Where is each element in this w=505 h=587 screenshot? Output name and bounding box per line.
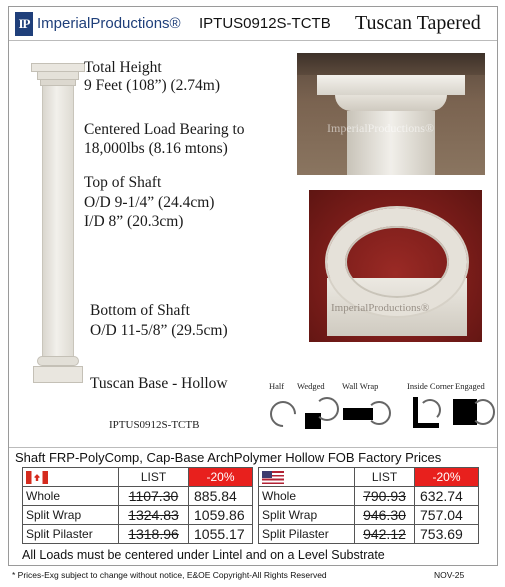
list-price: 942.12 [355, 525, 415, 544]
variant-engaged-label: Engaged [455, 381, 485, 391]
photo-base-ring [327, 208, 467, 316]
column-capital-echinus [37, 72, 79, 80]
inside-corner-column-icon [419, 399, 441, 421]
list-price: 1324.83 [119, 506, 189, 525]
canada-flag-cell [23, 468, 119, 487]
drawing-caption: IPTUS0912S-TCTB [109, 419, 200, 431]
engaged-column-icon [471, 399, 495, 425]
list-header: LIST [119, 468, 189, 487]
variant-wedged-label: Wedged [297, 381, 325, 391]
list-price: 1107.30 [119, 487, 189, 506]
table-row [23, 525, 253, 544]
pricing-title: Shaft FRP-PolyComp, Cap-Base ArchPolymer Hollow FOB Factory Prices [9, 447, 497, 467]
top-shaft-label: Top of Shaft [84, 174, 162, 191]
row-label: Whole [259, 487, 355, 506]
row-label: Split Wrap [23, 506, 119, 525]
price-disclaimer: * Prices-Exg subject to change without notice, E&OE Copyright-All Rights Reserved [12, 570, 327, 580]
table-row [23, 487, 253, 506]
photo-capital-echinus [335, 95, 447, 111]
capital-photo [297, 53, 485, 175]
inside-corner-floor-icon [413, 423, 439, 428]
sale-price: 753.69 [415, 525, 479, 544]
list-price: 946.30 [355, 506, 415, 525]
brand-logo: IP [15, 12, 33, 36]
discount-header: -20% [189, 468, 253, 487]
row-label: Split Pilaster [23, 525, 119, 544]
brand-name: ImperialProductions® [37, 15, 181, 32]
canada-price-table [22, 467, 253, 544]
base-type: Tuscan Base - Hollow [90, 375, 228, 392]
sale-price: 757.04 [415, 506, 479, 525]
row-label: Split Pilaster [259, 525, 355, 544]
photo-watermark: ImperialProductions® [327, 121, 435, 135]
usa-price-table [258, 467, 479, 544]
load-notice: All Loads must be centered under Lintel and on a Level Substrate [22, 548, 385, 562]
table-header-row [23, 468, 253, 487]
variant-inside-corner-label: Inside Corner [407, 381, 454, 391]
row-label: Split Wrap [259, 506, 355, 525]
load-value: 18,000lbs (8.16 mtons) [84, 140, 228, 157]
table-row [23, 506, 253, 525]
column-drawing [31, 63, 85, 393]
usa-flag-icon [262, 471, 284, 484]
photo-watermark: ImperialProductions® [331, 302, 430, 314]
row-label: Whole [23, 487, 119, 506]
variant-wall-wrap-label: Wall Wrap [342, 381, 379, 391]
list-price: 790.93 [355, 487, 415, 506]
list-header: LIST [355, 468, 415, 487]
sale-price: 885.84 [189, 487, 253, 506]
sheet-date: NOV-25 [434, 570, 465, 580]
product-style: Tuscan Tapered [355, 12, 481, 34]
total-height-value: 9 Feet (108”) (2.74m) [84, 77, 221, 94]
top-shaft-id: I/D 8” (20.3cm) [84, 213, 184, 230]
canada-flag-icon [26, 471, 48, 484]
half-column-icon [265, 396, 302, 433]
variant-half-label: Half [269, 381, 285, 391]
wedged-column-icon [315, 397, 339, 421]
total-height-label: Total Height [84, 59, 162, 76]
column-shaft [42, 86, 74, 356]
product-sku: IPTUS0912S-TCTB [199, 15, 331, 32]
header [9, 7, 497, 41]
usa-flag-cell [259, 468, 355, 487]
sale-price: 1055.17 [189, 525, 253, 544]
column-plinth [33, 366, 83, 383]
product-sheet [8, 6, 498, 566]
table-header-row [259, 468, 479, 487]
table-row [259, 487, 479, 506]
bottom-shaft-label: Bottom of Shaft [90, 302, 190, 319]
sale-price: 632.74 [415, 487, 479, 506]
column-base-torus [37, 356, 79, 366]
sale-price: 1059.86 [189, 506, 253, 525]
column-capital-abacus [31, 63, 85, 72]
bottom-shaft-od: O/D 11-5/8” (29.5cm) [90, 322, 228, 339]
split-variants [267, 381, 495, 441]
ceiling-beam [297, 53, 485, 75]
table-row [259, 506, 479, 525]
base-photo [309, 190, 482, 342]
top-shaft-od: O/D 9-1/4” (24.4cm) [84, 194, 215, 211]
discount-header: -20% [415, 468, 479, 487]
photo-capital-abacus [317, 75, 465, 95]
table-row [259, 525, 479, 544]
wall-wrap-column-icon [367, 401, 391, 425]
list-price: 1318.96 [119, 525, 189, 544]
load-label: Centered Load Bearing to [84, 121, 245, 138]
